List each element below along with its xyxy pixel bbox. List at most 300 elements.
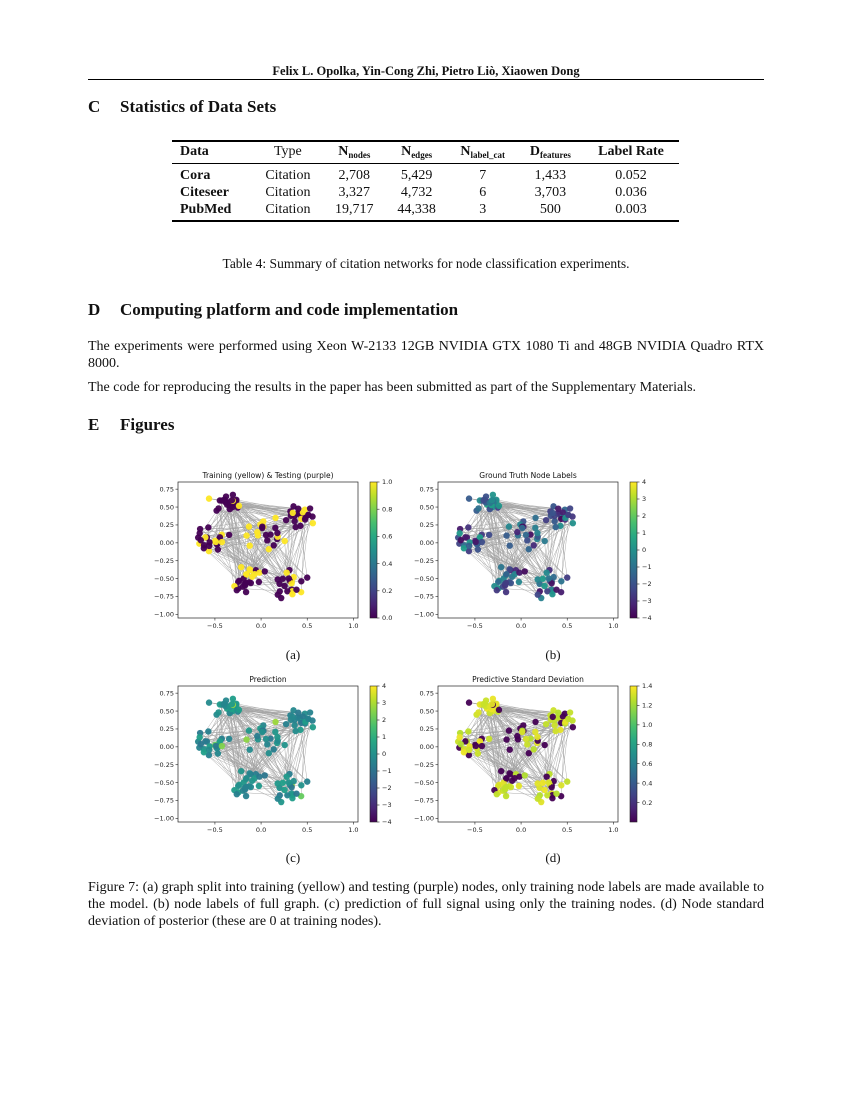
colorbar-tick-label: 2	[382, 716, 387, 725]
graph-node	[226, 532, 232, 538]
colorbar-tick-label: 0.4	[382, 559, 393, 568]
section-d-number: D	[88, 300, 101, 319]
graph-node	[254, 529, 260, 535]
graph-node	[275, 592, 281, 598]
y-tick-label: 0.00	[159, 743, 174, 752]
graph-node	[275, 796, 281, 802]
col-features-sub: features	[540, 150, 571, 160]
subplot-b-svg	[410, 468, 660, 658]
y-tick-label: 0.25	[159, 725, 174, 734]
graph-node	[298, 578, 304, 584]
graph-node	[514, 733, 520, 739]
table-row	[172, 184, 679, 201]
colorbar-tick-label: 0.2	[642, 798, 653, 807]
colorbar-tick-label: 4	[642, 478, 647, 487]
graph-node	[473, 743, 479, 749]
graph-node	[507, 542, 513, 548]
graph-node	[196, 734, 202, 740]
graph-node	[570, 520, 576, 526]
y-tick-label: −0.25	[154, 556, 174, 565]
cell-edges: 44,338	[397, 202, 436, 217]
graph-node	[263, 532, 269, 538]
graph-node	[523, 736, 529, 742]
y-tick-label: −1.00	[414, 610, 434, 619]
graph-node	[466, 495, 472, 501]
graph-node	[549, 795, 555, 801]
graph-node	[503, 589, 509, 595]
col-features	[518, 140, 583, 164]
graph-node	[289, 795, 295, 801]
graph-node	[534, 734, 540, 740]
section-c-number: C	[88, 97, 101, 116]
graph-node	[246, 727, 252, 733]
graph-node	[246, 523, 252, 529]
graph-node	[466, 543, 472, 549]
graph-node	[503, 532, 509, 538]
graph-node	[262, 772, 268, 778]
col-nodes-main: N	[338, 144, 349, 159]
graph-node	[271, 542, 277, 548]
graph-node	[480, 497, 486, 503]
graph-node	[541, 742, 547, 748]
graph-node	[243, 532, 249, 538]
col-edges	[385, 140, 447, 164]
graph-node	[283, 721, 289, 727]
graph-node	[206, 543, 212, 549]
col-label-cat-sub: label_cat	[470, 150, 506, 160]
x-tick-label: 0.0	[255, 622, 267, 630]
graph-node	[496, 503, 502, 509]
graph-node	[272, 515, 278, 521]
colorbar-tick-label: 1.0	[382, 478, 393, 487]
colorbar-tick-label: 0.6	[382, 532, 393, 541]
graph-node	[503, 793, 509, 799]
x-tick-label: −0.5	[207, 826, 223, 834]
colorbar	[630, 686, 637, 822]
graph-node	[494, 587, 500, 593]
graph-node	[552, 524, 558, 530]
y-tick-label: 0.00	[419, 743, 434, 752]
graph-node	[498, 564, 504, 570]
graph-node	[283, 773, 289, 779]
graph-node	[243, 580, 249, 586]
colorbar-tick-label: 3	[642, 495, 647, 504]
graph-node	[292, 524, 298, 530]
graph-node	[475, 709, 481, 715]
graph-node	[213, 539, 219, 545]
graph-node	[281, 583, 287, 589]
graph-node	[506, 727, 512, 733]
y-tick-label: −0.75	[154, 592, 174, 601]
colorbar-tick-label: 1.4	[642, 682, 653, 691]
cell-label-rate: 0.052	[615, 168, 647, 183]
subplot-c	[150, 672, 400, 862]
graph-node	[458, 741, 464, 747]
graph-node	[259, 729, 265, 735]
graph-node	[465, 524, 471, 530]
graph-node	[489, 497, 495, 503]
graph-node	[543, 773, 549, 779]
y-tick-label: 0.25	[159, 521, 174, 530]
graph-node	[215, 505, 221, 511]
colorbar-tick-label: 1.0	[642, 721, 653, 730]
subplot-title: Training (yellow) & Testing (purple)	[202, 471, 334, 480]
graph-node	[522, 568, 528, 574]
graph-node	[305, 512, 311, 518]
col-label-cat	[448, 140, 518, 164]
graph-node	[541, 787, 547, 793]
y-tick-label: −0.25	[414, 556, 434, 565]
graph-node	[283, 517, 289, 523]
running-head: Felix L. Opolka, Yin-Cong Zhi, Pietro Liò, Xiaowen Dong	[272, 64, 580, 78]
graph-node	[541, 583, 547, 589]
graph-node	[243, 571, 249, 577]
graph-node	[196, 530, 202, 536]
graph-node	[219, 539, 225, 545]
colorbar-tick-label: 0.0	[382, 614, 393, 623]
graph-node	[570, 724, 576, 730]
graph-node	[305, 716, 311, 722]
graph-node	[456, 530, 462, 536]
graph-node	[480, 701, 486, 707]
graph-node	[567, 505, 573, 511]
cell-nodes: 19,717	[335, 202, 374, 217]
x-tick-label: 1.0	[608, 622, 619, 630]
graph-node	[272, 719, 278, 725]
y-tick-label: −1.00	[154, 814, 174, 823]
section-e-title: Figures	[120, 415, 175, 434]
y-tick-label: −0.75	[414, 796, 434, 805]
graph-node	[213, 743, 219, 749]
graph-node	[205, 524, 211, 530]
graph-node	[555, 505, 561, 511]
graph-node	[516, 579, 522, 585]
graph-node	[236, 503, 242, 509]
graph-node	[535, 796, 541, 802]
graph-node	[256, 773, 262, 779]
graph-node	[546, 575, 552, 581]
colorbar-tick-label: −3	[642, 597, 652, 606]
graph-node	[229, 497, 235, 503]
graph-node	[290, 714, 296, 720]
graph-node	[219, 743, 225, 749]
colorbar-tick-label: 0	[642, 546, 647, 555]
y-tick-label: 0.50	[419, 707, 434, 716]
x-tick-label: −0.5	[467, 622, 483, 630]
graph-node	[550, 510, 556, 516]
graph-node	[503, 571, 509, 577]
graph-node	[274, 734, 280, 740]
graph-node	[522, 772, 528, 778]
graph-node	[290, 510, 296, 516]
col-type: Type	[253, 140, 324, 164]
graph-node	[280, 576, 286, 582]
graph-node	[475, 505, 481, 511]
graph-node	[286, 575, 292, 581]
graph-node	[564, 574, 570, 580]
colorbar	[370, 686, 377, 822]
x-tick-label: −0.5	[467, 826, 483, 834]
graph-node	[247, 542, 253, 548]
x-tick-label: 1.0	[348, 622, 359, 630]
graph-node	[292, 728, 298, 734]
graph-node	[458, 537, 464, 543]
graph-node	[310, 520, 316, 526]
graph-node	[550, 714, 556, 720]
graph-node	[555, 709, 561, 715]
graph-node	[243, 793, 249, 799]
x-tick-label: 0.5	[302, 826, 313, 834]
graph-node	[535, 592, 541, 598]
graph-node	[524, 537, 530, 543]
graph-node	[263, 736, 269, 742]
graph-node	[503, 784, 509, 790]
graph-node	[243, 784, 249, 790]
subplot-d	[410, 672, 660, 862]
graph-node	[524, 741, 530, 747]
graph-node	[198, 537, 204, 543]
graph-node	[295, 709, 301, 715]
subplot-b-label: (b)	[545, 647, 561, 662]
x-tick-label: 0.5	[562, 826, 573, 834]
colorbar-tick-label: 4	[382, 682, 387, 691]
graph-node	[564, 778, 570, 784]
subplot-c-label: (c)	[285, 850, 301, 865]
graph-node	[256, 579, 262, 585]
y-tick-label: 0.50	[159, 707, 174, 716]
graph-node	[531, 746, 537, 752]
x-tick-label: 0.5	[562, 622, 573, 630]
graph-node	[486, 736, 492, 742]
cell-features: 1,433	[534, 168, 567, 183]
cell-data: PubMed	[180, 202, 232, 217]
graph-node	[289, 591, 295, 597]
col-nodes	[323, 140, 385, 164]
subplot-title: Predictive Standard Deviation	[472, 675, 584, 684]
graph-node	[532, 719, 538, 725]
graph-node	[220, 497, 226, 503]
colorbar-tick-label: −2	[642, 580, 652, 589]
y-tick-label: 0.25	[419, 521, 434, 530]
colorbar-tick-label: −4	[642, 614, 652, 623]
graph-node	[205, 728, 211, 734]
subplot-title: Ground Truth Node Labels	[479, 471, 577, 480]
graph-node	[466, 699, 472, 705]
y-tick-label: −0.50	[414, 778, 434, 787]
subplot-a	[150, 468, 400, 658]
statistics-table	[172, 140, 679, 221]
graph-node	[549, 591, 555, 597]
colorbar-tick-label: 2	[642, 512, 647, 521]
graph-node	[243, 775, 249, 781]
graph-node	[465, 728, 471, 734]
graph-node	[206, 699, 212, 705]
section-d-paragraph-2: The code for reproducing the results in the paper has been submitted as part of the Supplementary Materials.	[88, 380, 697, 395]
graph-node	[281, 742, 287, 748]
graph-node	[503, 580, 509, 586]
graph-node	[295, 505, 301, 511]
y-tick-label: −0.25	[154, 760, 174, 769]
y-tick-label: −0.50	[154, 778, 174, 787]
graph-node	[259, 525, 265, 531]
cell-nodes: 3,327	[338, 185, 371, 200]
colorbar-tick-label: −4	[382, 818, 392, 827]
cell-data: Cora	[180, 168, 211, 183]
colorbar-tick-label: 0.2	[382, 587, 393, 595]
graph-node	[307, 709, 313, 715]
graph-node	[283, 569, 289, 575]
graph-node	[281, 538, 287, 544]
cell-label-cat: 7	[479, 168, 487, 183]
colorbar-tick-label: 3	[382, 699, 387, 708]
x-tick-label: 1.0	[608, 826, 619, 834]
y-tick-label: −1.00	[154, 610, 174, 619]
graph-node	[234, 791, 240, 797]
section-d-title: Computing platform and code implementation	[120, 300, 459, 319]
colorbar-tick-label: 1	[382, 733, 387, 742]
section-c-title: Statistics of Data Sets	[120, 97, 277, 116]
graph-node	[215, 709, 221, 715]
colorbar-tick-label: 0.4	[642, 779, 653, 788]
graph-node	[552, 728, 558, 734]
graph-node	[234, 587, 240, 593]
graph-node	[274, 530, 280, 536]
section-d-heading	[88, 300, 458, 320]
graph-node	[558, 578, 564, 584]
graph-node	[543, 569, 549, 575]
y-tick-label: 0.75	[419, 485, 434, 494]
graph-node	[516, 773, 522, 779]
graph-node	[310, 724, 316, 730]
subplot-title: Prediction	[249, 675, 287, 684]
col-features-main: D	[529, 144, 540, 159]
graph-node	[506, 523, 512, 529]
graph-node	[543, 517, 549, 523]
graph-node	[516, 569, 522, 575]
graph-node	[531, 542, 537, 548]
colorbar-tick-label: −1	[382, 767, 392, 776]
graph-node	[254, 733, 260, 739]
colorbar-tick-label: 0.6	[642, 759, 653, 768]
graph-node	[238, 564, 244, 570]
subplot-d-svg	[410, 672, 660, 862]
table-caption: Table 4: Summary of citation networks for node classification experiments.	[222, 256, 630, 271]
colorbar-tick-label: −1	[642, 563, 652, 572]
graph-node	[479, 743, 485, 749]
graph-node	[280, 780, 286, 786]
graph-node	[494, 791, 500, 797]
cell-type: Citation	[265, 168, 311, 183]
section-e-number: E	[88, 415, 100, 434]
cell-label-rate: 0.036	[615, 185, 647, 200]
y-tick-label: 0.50	[419, 503, 434, 512]
graph-node	[466, 747, 472, 753]
graph-node	[220, 701, 226, 707]
figure-caption: Figure 7: (a) graph split into training (yellow) and testing (purple) nodes, only training node labels are made available to the model. (b) node labels of full graph. (c) prediction of full signal using only the training nodes. (d) Node standard deviation of posterior (these are 0 at training nodes).	[88, 880, 764, 929]
graph-node	[534, 530, 540, 536]
graph-node	[247, 746, 253, 752]
cell-label-rate: 0.003	[615, 202, 647, 217]
subplot-c-svg	[150, 672, 400, 862]
graph-node	[226, 736, 232, 742]
graph-node	[514, 529, 520, 535]
cell-edges: 5,429	[400, 168, 433, 183]
graph-node	[456, 734, 462, 740]
graph-node	[473, 539, 479, 545]
subplot-d-label: (d)	[545, 850, 561, 865]
cell-label-cat: 3	[479, 202, 487, 217]
colorbar-tick-label: 1.2	[642, 701, 653, 710]
graph-node	[516, 783, 522, 789]
graph-node	[503, 736, 509, 742]
y-tick-label: 0.00	[419, 539, 434, 548]
graph-node	[565, 512, 571, 518]
y-tick-label: 0.00	[159, 539, 174, 548]
section-c-heading	[88, 97, 276, 117]
graph-node	[271, 746, 277, 752]
cell-nodes: 2,708	[338, 168, 371, 183]
colorbar	[370, 482, 377, 618]
y-tick-label: −0.50	[414, 574, 434, 583]
graph-node	[489, 701, 495, 707]
graph-node	[229, 701, 235, 707]
graph-node	[543, 721, 549, 727]
graph-node	[264, 741, 270, 747]
subplot-b	[410, 468, 660, 658]
graph-node	[304, 778, 310, 784]
colorbar-tick-label: 0	[382, 750, 387, 759]
graph-node	[256, 569, 262, 575]
y-tick-label: −1.00	[414, 814, 434, 823]
graph-node	[540, 576, 546, 582]
graph-node	[523, 532, 529, 538]
graph-node	[541, 538, 547, 544]
graph-node	[264, 537, 270, 543]
y-tick-label: 0.25	[419, 725, 434, 734]
colorbar	[630, 482, 637, 618]
graph-node	[519, 525, 525, 531]
graph-node	[496, 707, 502, 713]
col-label-cat-main: N	[460, 144, 471, 159]
y-tick-label: 0.75	[159, 689, 174, 698]
graph-node	[519, 729, 525, 735]
graph-node	[206, 495, 212, 501]
graph-node	[532, 515, 538, 521]
section-d-paragraph-1: The experiments were performed using Xeon W-2133 12GB NVIDIA GTX 1080 Ti and 48GB NVIDIA Quadro RTX 8000.	[88, 339, 764, 371]
graph-node	[243, 736, 249, 742]
colorbar-tick-label: −3	[382, 801, 392, 810]
cell-data: Citeseer	[180, 185, 229, 200]
col-edges-main: N	[401, 144, 412, 159]
x-tick-label: 0.0	[255, 826, 267, 834]
colorbar-tick-label: 1	[642, 529, 647, 538]
colorbar-tick-label: 0.8	[382, 505, 393, 514]
graph-node	[546, 779, 552, 785]
graph-node	[256, 783, 262, 789]
y-tick-label: 0.50	[159, 503, 174, 512]
x-tick-label: 0.0	[515, 826, 527, 834]
graph-node	[286, 779, 292, 785]
graph-node	[503, 775, 509, 781]
y-tick-label: 0.75	[159, 485, 174, 494]
y-tick-label: −0.75	[154, 796, 174, 805]
table-row	[172, 164, 679, 185]
col-nodes-sub: nodes	[348, 150, 371, 160]
graph-node	[307, 505, 313, 511]
col-data: Data	[172, 140, 253, 164]
section-e-heading	[88, 415, 174, 435]
cell-label-cat: 6	[479, 185, 487, 200]
